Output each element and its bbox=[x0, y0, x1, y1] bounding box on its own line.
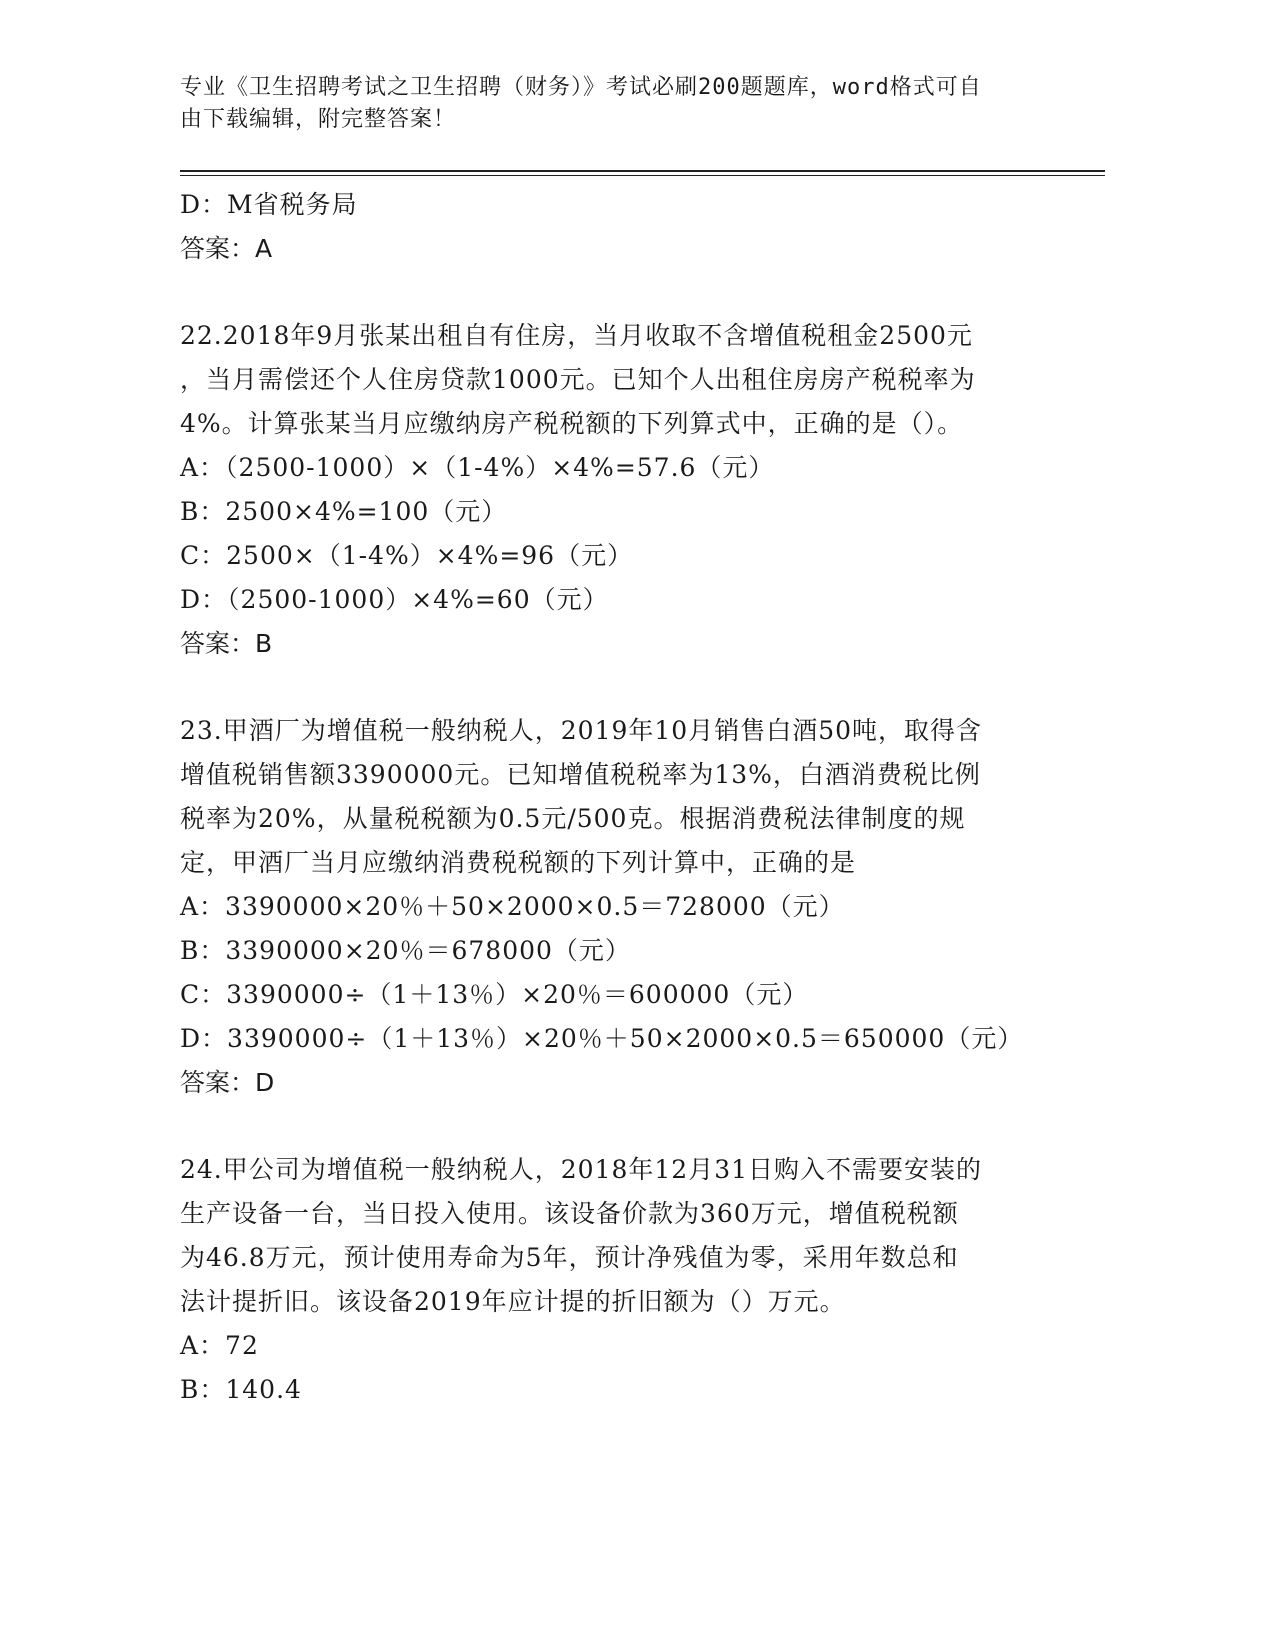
document-body bbox=[180, 183, 1060, 1412]
header-line-1: 专业《卫生招聘考试之卫生招聘（财务）》考试必刷200题题库，word格式可自 bbox=[180, 75, 982, 100]
header-rule-thick bbox=[180, 170, 1105, 172]
question-stem-line: ，当月需偿还个人住房贷款1000元。已知个人出租住房房产税税率为 bbox=[180, 365, 976, 394]
header-line-2: 由下载编辑，附完整答案！ bbox=[180, 107, 457, 132]
option-d: D：（2500-1000）×4%=60（元） bbox=[180, 585, 609, 614]
option-c: C：3390000÷（1＋13％）×20％＝600000（元） bbox=[180, 980, 809, 1009]
option-a: A：72 bbox=[180, 1331, 259, 1360]
question-stem-line: 24.甲公司为增值税一般纳税人，2018年12月31日购入不需要安装的 bbox=[180, 1155, 983, 1184]
question-stem-line: 定，甲酒厂当月应缴纳消费税税额的下列计算中，正确的是 bbox=[180, 848, 857, 877]
question-stem-line: 法计提折旧。该设备2019年应计提的折旧额为（）万元。 bbox=[180, 1287, 846, 1316]
question-22 bbox=[180, 314, 1060, 666]
option-a: A：3390000×20％＋50×2000×0.5＝728000（元） bbox=[180, 892, 845, 921]
spacer bbox=[180, 1105, 1060, 1148]
answer: 答案：B bbox=[180, 629, 273, 658]
question-23 bbox=[180, 709, 1060, 1105]
question-stem-line: 增值税销售额3390000元。已知增值税税率为13%，白酒消费税比例 bbox=[180, 760, 981, 789]
page-header bbox=[180, 72, 1060, 136]
option-b: B：2500×4%=100（元） bbox=[180, 497, 508, 526]
option-b: B：3390000×20％＝678000（元） bbox=[180, 936, 631, 965]
prev-answer: 答案：A bbox=[180, 234, 273, 263]
spacer bbox=[180, 666, 1060, 709]
prev-option-d: D：M省税务局 bbox=[180, 190, 358, 219]
option-c: C：2500×（1-4%）×4%=96（元） bbox=[180, 541, 634, 570]
header-rule-thin bbox=[180, 175, 1105, 176]
spacer bbox=[180, 271, 1060, 314]
option-b: B：140.4 bbox=[180, 1375, 302, 1404]
answer: 答案：D bbox=[180, 1068, 275, 1097]
question-stem-line: 4%。计算张某当月应缴纳房产税税额的下列算式中，正确的是（）。 bbox=[180, 409, 964, 438]
question-stem-line: 为46.8万元，预计使用寿命为5年，预计净残值为零，采用年数总和 bbox=[180, 1243, 959, 1272]
question-stem-line: 22.2018年9月张某出租自有住房，当月收取不含增值税租金2500元 bbox=[180, 321, 973, 350]
question-24 bbox=[180, 1148, 1060, 1412]
option-a: A：（2500-1000）×（1-4%）×4%=57.6（元） bbox=[180, 453, 775, 482]
question-stem-line: 23.甲酒厂为增值税一般纳税人，2019年10月销售白酒50吨，取得含 bbox=[180, 716, 983, 745]
question-stem-line: 税率为20%，从量税税额为0.5元/500克。根据消费税法律制度的规 bbox=[180, 804, 966, 833]
option-d: D：3390000÷（1＋13％）×20％＋50×2000×0.5＝650000（元） bbox=[180, 1024, 1024, 1053]
question-stem-line: 生产设备一台，当日投入使用。该设备价款为360万元，增值税税额 bbox=[180, 1199, 959, 1228]
